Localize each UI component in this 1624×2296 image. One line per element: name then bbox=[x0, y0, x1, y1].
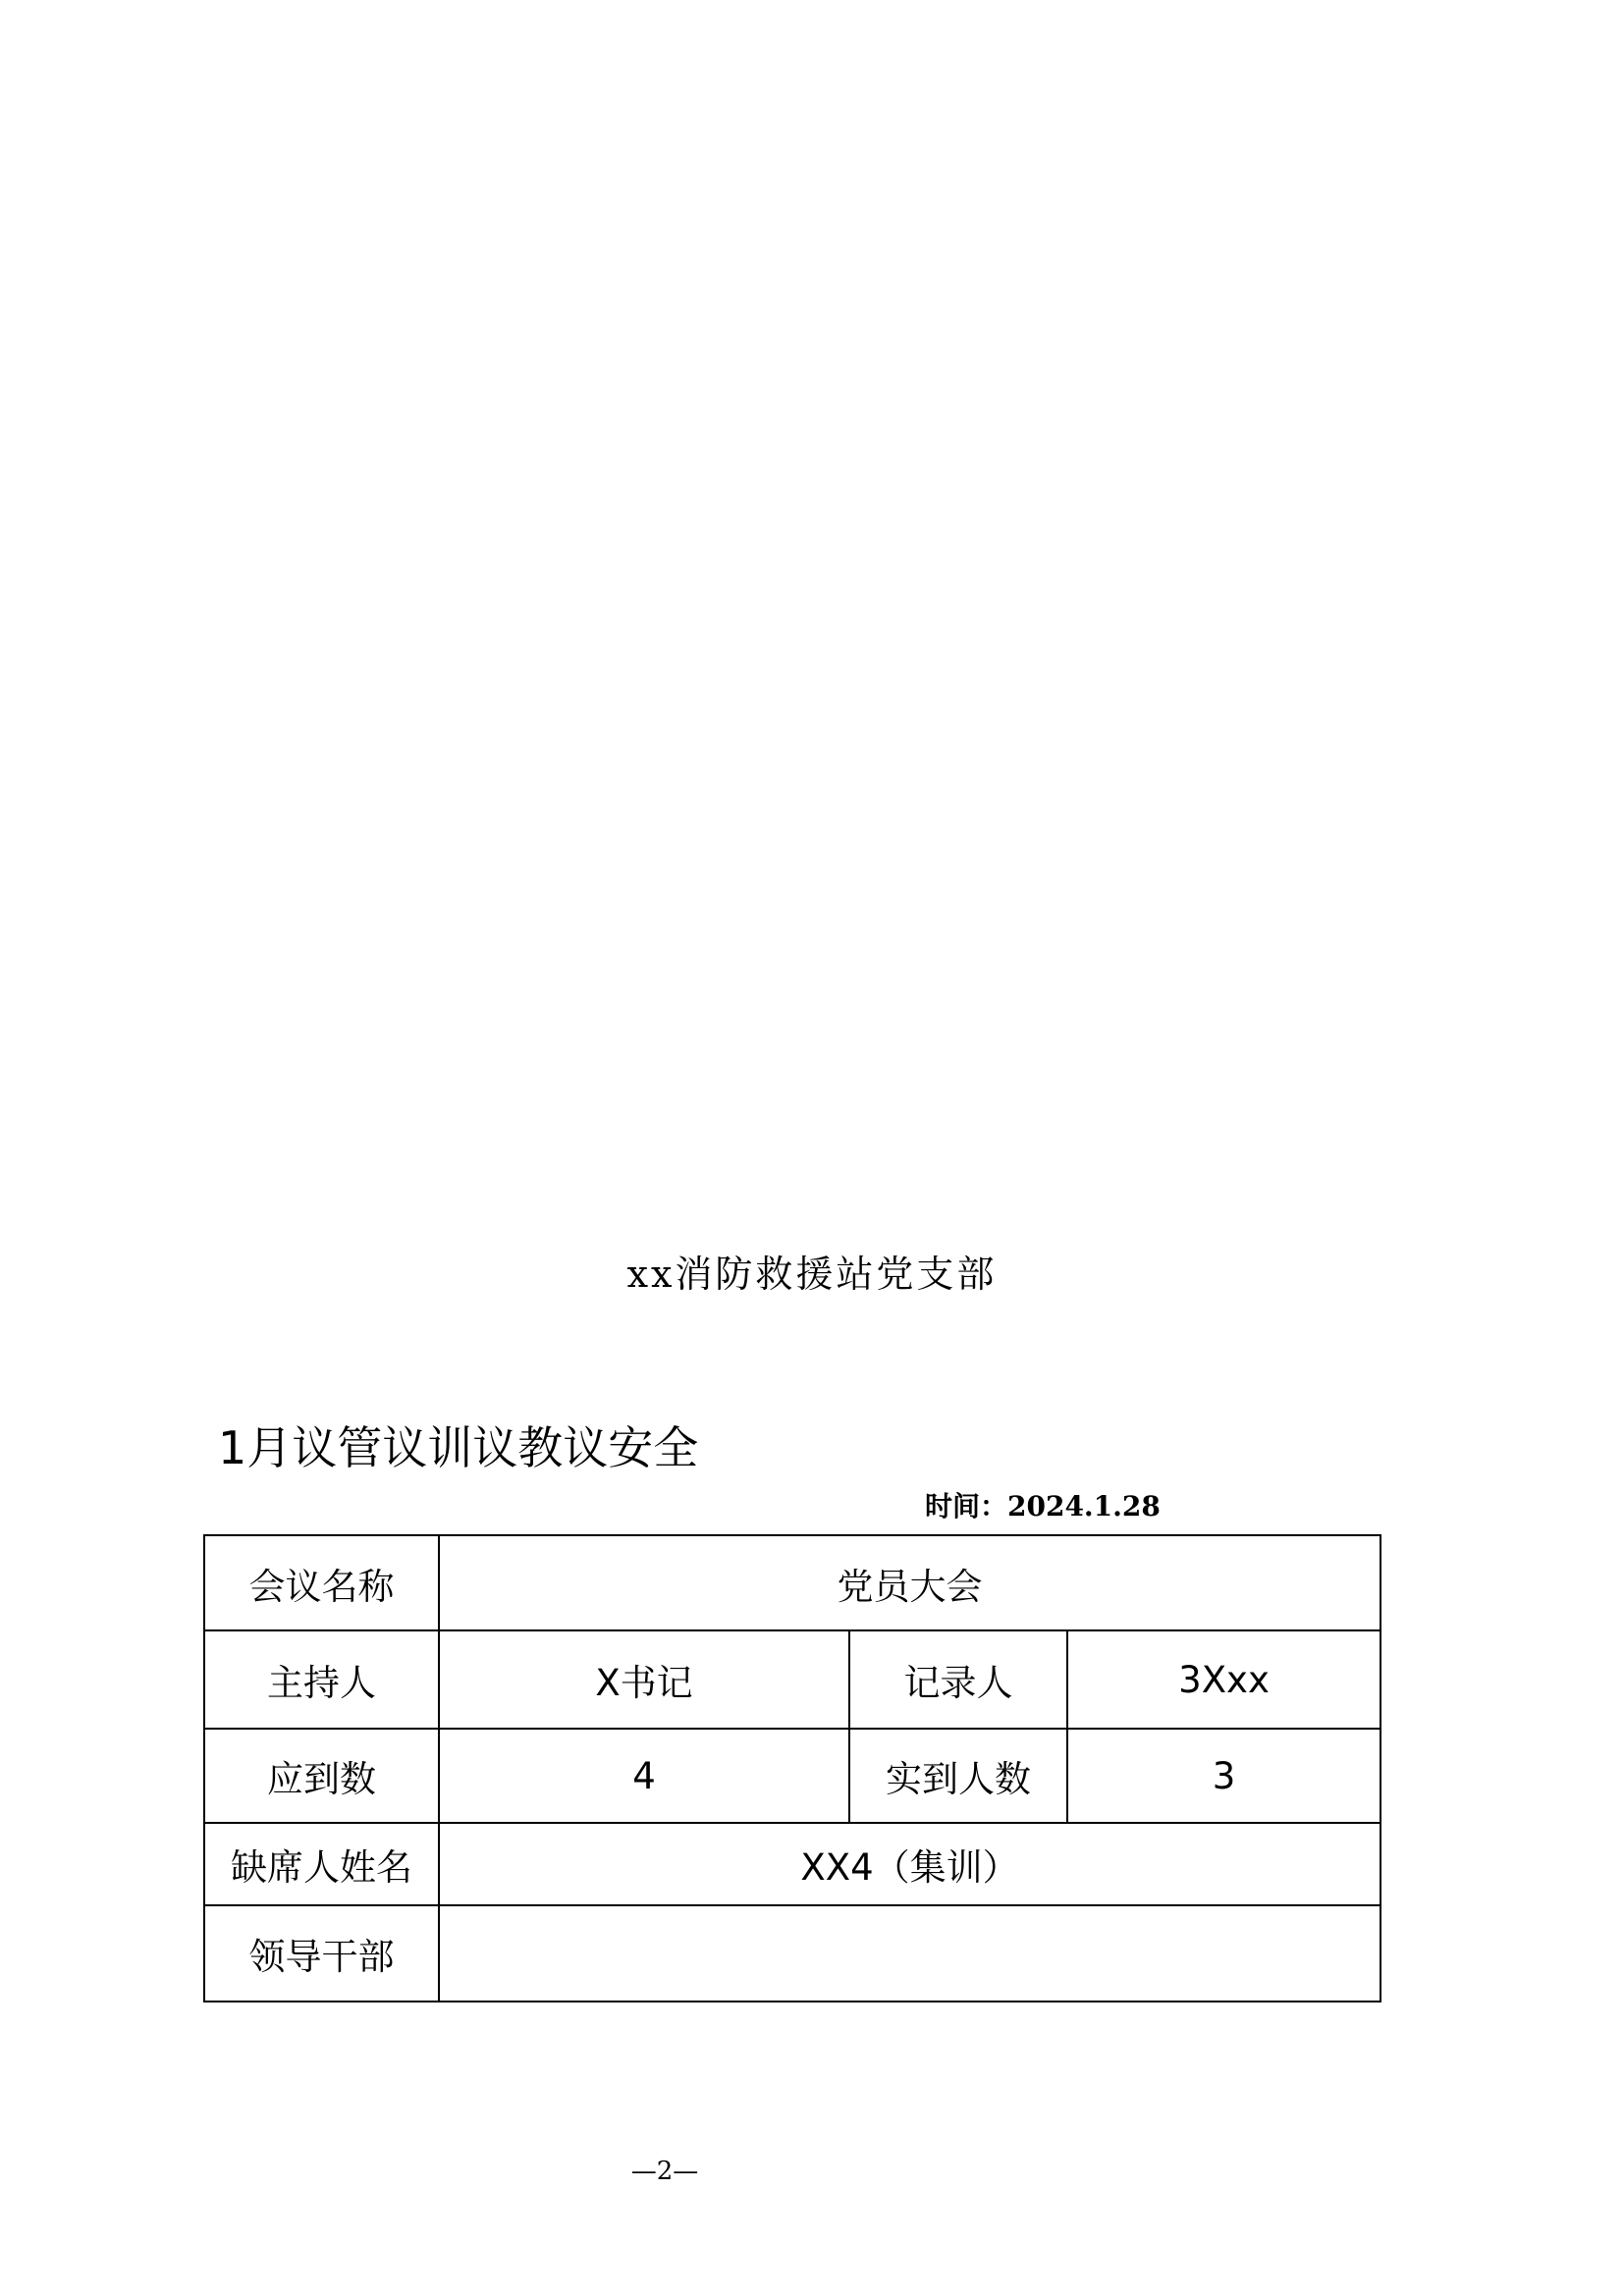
table-row bbox=[204, 1535, 1380, 1630]
value-host: X书记 bbox=[439, 1630, 849, 1729]
value-expected-count: 4 bbox=[439, 1729, 849, 1823]
label-expected-count: 应到数 bbox=[204, 1729, 439, 1823]
label-actual-count: 实到人数 bbox=[849, 1729, 1067, 1823]
table-row bbox=[204, 1905, 1380, 2002]
value-actual-count: 3 bbox=[1067, 1729, 1380, 1823]
table-row bbox=[204, 1823, 1380, 1905]
meeting-info-table bbox=[203, 1534, 1381, 2002]
label-recorder: 记录人 bbox=[849, 1630, 1067, 1729]
label-absentees: 缺席人姓名 bbox=[204, 1823, 439, 1905]
organization-name: xx消防救援站党支部 bbox=[626, 1253, 998, 1296]
table-row bbox=[204, 1729, 1380, 1823]
label-host: 主持人 bbox=[204, 1630, 439, 1729]
value-meeting-name: 党员大会 bbox=[439, 1535, 1380, 1630]
value-absentees: XX4（集训） bbox=[439, 1823, 1380, 1905]
value-leaders bbox=[439, 1905, 1380, 2002]
value-recorder: 3Xxx bbox=[1067, 1630, 1380, 1729]
meeting-title: 1月议管议训议教议安全 bbox=[218, 1421, 699, 1474]
label-leaders: 领导干部 bbox=[204, 1905, 439, 2002]
page-number: —2— bbox=[630, 2157, 699, 2186]
label-meeting-name: 会议名称 bbox=[204, 1535, 439, 1630]
meeting-date: 时间：2024.1.28 bbox=[925, 1490, 1161, 1522]
table-row bbox=[204, 1630, 1380, 1729]
